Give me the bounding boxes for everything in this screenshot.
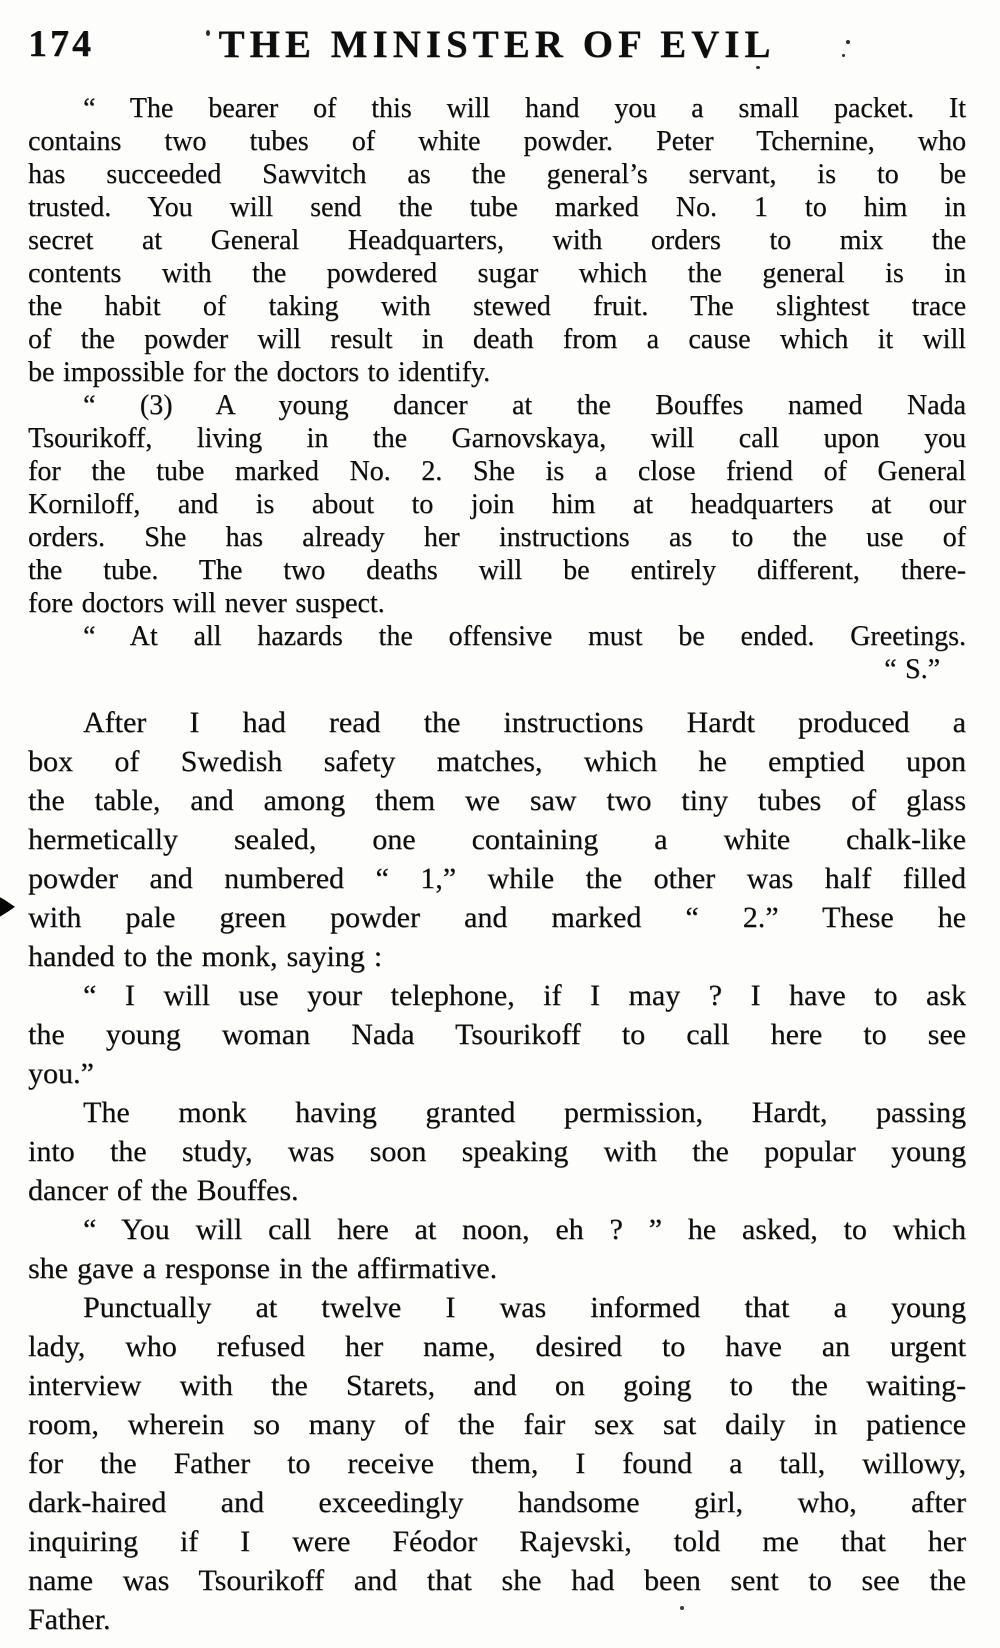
page-number: 174 — [28, 23, 94, 65]
text-line: contains two tubes of white powder. Peter Tchernine, who — [28, 126, 966, 157]
ink-speck — [680, 1606, 684, 1610]
narrative-paragraph-2 — [28, 976, 966, 1093]
text-line: “ You will call here at noon, eh ? ” he asked, to which — [83, 1213, 966, 1246]
text-line: be impossible for the doctors to identify. — [28, 357, 491, 388]
text-line: Tsourikoff, living in the Garnovskaya, will call upon you — [28, 423, 966, 454]
text-line: fore doctors will never suspect. — [28, 588, 385, 619]
text-line: the young woman Nada Tsourikoff to call here to see — [28, 1018, 966, 1051]
text-line: Korniloff, and is about to join him at headquarters at our — [28, 489, 966, 520]
text-line: name was Tsourikoff and that she had been sent to see the — [28, 1564, 966, 1597]
letter-paragraph-1 — [28, 92, 966, 389]
text-line: into the study, was soon speaking with the popular young — [28, 1135, 966, 1168]
running-header — [28, 0, 966, 68]
text-line: “ S.” — [884, 654, 940, 685]
narrative-paragraph-1 — [28, 703, 966, 976]
letter-signature — [28, 653, 966, 686]
ink-speck — [756, 66, 760, 69]
text-line: the habit of taking with stewed fruit. The slightest trace — [28, 291, 966, 322]
letter-closing-line — [28, 620, 966, 653]
text-line: for the Father to receive them, I found a tall, willowy, — [28, 1447, 966, 1480]
text-line: the tube. The two deaths will be entirely different, there- — [28, 555, 966, 586]
text-line: trusted. You will send the tube marked No. 1 to him in — [28, 192, 966, 223]
text-line: secret at General Headquarters, with orders to mix the — [28, 225, 966, 256]
text-line: “ (3) A young dancer at the Bouffes named Nada — [83, 390, 966, 421]
ink-speck — [842, 54, 845, 57]
text-line: orders. She has already her instructions as to the use of — [28, 522, 966, 553]
text-line: box of Swedish safety matches, which he emptied upon — [28, 745, 966, 778]
text-line: you.” — [28, 1057, 94, 1090]
text-line: room, wherein so many of the fair sex sat daily in patience — [28, 1408, 966, 1441]
text-line: interview with the Starets, and on going to the waiting- — [28, 1369, 966, 1402]
text-line: “ I will use your telephone, if I may ? I have to ask — [83, 979, 966, 1012]
text-line: with pale green powder and marked “ 2.” These he — [28, 901, 966, 934]
page-text — [28, 92, 966, 1639]
text-line: “ At all hazards the offensive must be ended. Greetings. — [83, 621, 966, 652]
ink-speck — [846, 40, 850, 44]
letter-paragraph-2 — [28, 389, 966, 620]
ink-speck — [206, 30, 210, 36]
text-line: powder and numbered “ 1,” while the other was half filled — [28, 862, 966, 895]
text-line: lady, who refused her name, desired to have an urgent — [28, 1330, 966, 1363]
page-title: THE MINISTER OF EVIL — [218, 23, 776, 66]
text-line: handed to the monk, saying : — [28, 940, 383, 973]
text-line: After I had read the instructions Hardt produced a — [83, 706, 966, 739]
text-line: The monk having granted permission, Hardt, passing — [83, 1096, 966, 1129]
narrative-paragraph-3 — [28, 1093, 966, 1210]
text-line: hermetically sealed, one containing a white chalk-like — [28, 823, 966, 856]
narrative-paragraph-4 — [28, 1210, 966, 1288]
text-line: inquiring if I were Féodor Rajevski, told me that her — [28, 1525, 966, 1558]
text-line: the table, and among them we saw two tiny tubes of glass — [28, 784, 966, 817]
text-line: of the powder will result in death from a cause which it will — [28, 324, 966, 355]
text-line: for the tube marked No. 2. She is a close friend of General — [28, 456, 966, 487]
text-line: “ The bearer of this will hand you a small packet. It — [83, 93, 966, 124]
text-line: contents with the powdered sugar which the general is in — [28, 258, 966, 289]
narrative-paragraph-5 — [28, 1288, 966, 1639]
text-line: dancer of the Bouffes. — [28, 1174, 299, 1207]
text-line: dark-haired and exceedingly handsome girl, who, after — [28, 1486, 966, 1519]
text-line: has succeeded Sawvitch as the general’s servant, is to be — [28, 159, 966, 190]
text-line: Father. — [28, 1603, 111, 1636]
text-line: she gave a response in the affirmative. — [28, 1252, 498, 1285]
text-line: Punctually at twelve I was informed that a young — [83, 1291, 966, 1324]
